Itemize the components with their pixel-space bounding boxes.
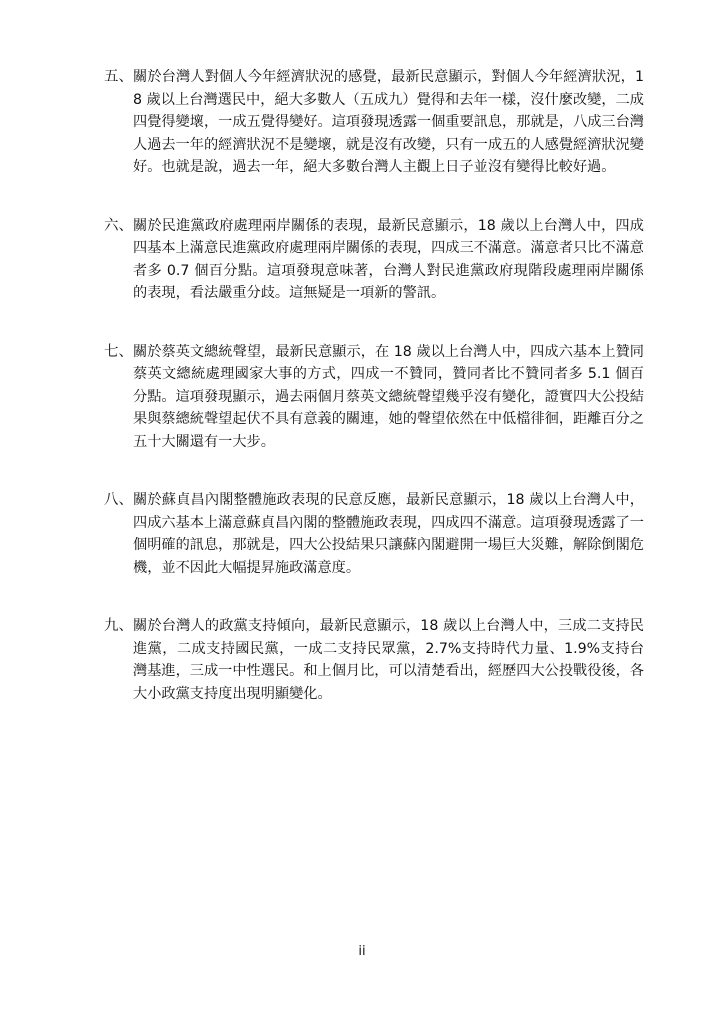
item-text: 關於台灣人對個人今年經濟狀況的感覺，最新民意顯示，對個人今年經濟狀況，18 歲以上台灣選民中，絕大多數人（五成九）覺得和去年一樣，沒什麼改變，二成四覺得變壞，一成五覺得變好。這項發現透露一個重要訊息，那就是，八成三台灣人過去一年的經濟狀況不是變壞，就是沒有改變，只有一成五的人感覺經濟狀況變好。也就是說，過去一年，絕大多數台灣人主觀上日子並沒有變得比較好過。 (133, 69, 644, 175)
finding-item-9 (104, 615, 644, 705)
item-number: 八、 (104, 492, 133, 508)
page-number: ii (358, 944, 366, 959)
finding-item-8 (104, 489, 644, 579)
item-number: 五、 (104, 69, 133, 85)
item-number: 九、 (104, 618, 133, 634)
item-text: 關於台灣人的政黨支持傾向，最新民意顯示，18 歲以上台灣人中，三成二支持民進黨，二成支持國民黨，一成二支持民眾黨，2.7%支持時代力量、1.9%支持台灣基進，三成一中性選民。和上個月比，可以清楚看出，經歷四大公投戰役後，各大小政黨支持度出現明顯變化。 (133, 618, 644, 702)
item-number: 七、 (104, 343, 133, 360)
item-text: 關於蘇貞昌內閣整體施政表現的民意反應，最新民意顯示，18 歲以上台灣人中，四成六基本上滿意蘇貞昌內閣的整體施政表現，四成四不滿意。這項發現透露了一個明確的訊息，那就是，四大公投結果只讓蘇內閣避開一場巨大災難，解除倒閣危機，並不因此大幅提昇施政滿意度。 (133, 492, 644, 576)
finding-item-7 (104, 341, 644, 454)
item-text: 關於蔡英文總統聲望，最新民意顯示，在 18 歲以上台灣人中，四成六基本上贊同蔡英文總統處理國家大事的方式，四成一不贊同，贊同者比不贊同者多 5.1 個百分點。這項發現顯示，過去兩個月蔡英文總統聲望幾乎沒有變化，證實四大公投結果與蔡總統聲望起伏不具有意義的關連，她的聲望依然在中低檔徘徊，距離百分之五十大關還有一大步。 (133, 343, 644, 450)
item-text: 關於民進黨政府處理兩岸關係的表現，最新民意顯示，18 歲以上台灣人中，四成四基本上滿意民進黨政府處理兩岸關係的表現，四成三不滿意。滿意者只比不滿意者多 0.7 個百分點。這項發現意味著，台灣人對民進黨政府現階段處理兩岸關係的表現，看法嚴重分歧。這無疑是一項新的警訊。 (133, 217, 644, 301)
finding-item-6 (104, 215, 644, 305)
item-number: 六、 (104, 217, 133, 234)
finding-item-5 (104, 66, 644, 179)
findings-list (104, 66, 644, 741)
